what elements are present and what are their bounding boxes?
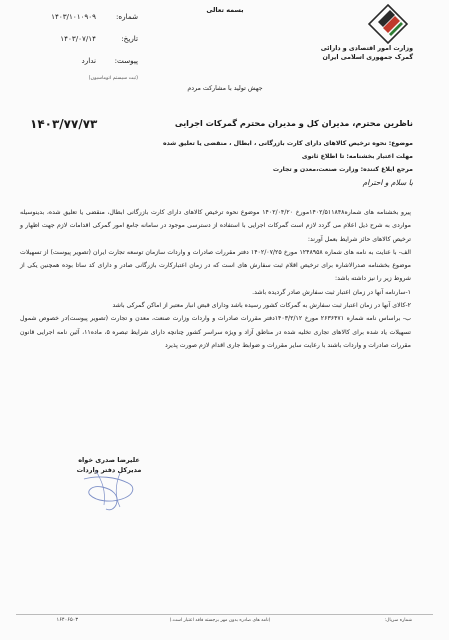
date-value: ۱۴۰۳/۰۷/۱۴ bbox=[60, 34, 96, 43]
serial-label: شماره سریال: bbox=[384, 618, 412, 623]
meta-date-row bbox=[18, 34, 138, 45]
signature-icon bbox=[76, 465, 146, 513]
subject-line: موضوع: نحوه ترخیص کالاهای دارای کارت بازرگانی ، ابطال ، منقضی یا تعلیق شده bbox=[162, 140, 413, 147]
org-line-2: گمرک جمهوری اسلامی ایران bbox=[322, 54, 413, 61]
meta-attachment-row bbox=[18, 56, 138, 67]
footer-note: (نامه های صادره بدون مهر برجسته فاقد اعتبار است.) bbox=[169, 618, 271, 623]
date-label: تاریخ: bbox=[121, 34, 138, 43]
greeting: با سلام و احترام bbox=[362, 178, 413, 187]
validity-line: مهلت اعتبار بخشنامه: تا اطلاع ثانوی bbox=[301, 153, 413, 160]
body-paragraph: ۱-سارنامه آنها در زمان اعتبار ثبت سفارش صادر گردیده باشد. bbox=[252, 288, 411, 296]
body-paragraph: ب- براساس نامه شماره ۲۶۳۶۴۷۱ مورخ ۱۴۰۳/۲/۱۲دفتر مقررات صادرات و واردات وزارت صنعت، معدن و تجارت (تصویر پیوست)در خصوص شمول تسهیلات یاد شده برای کالاهای تجاری تخلیه شده در مناطق آزاد و ویژه سراسر کشور چنانچه دارای شرایط تبصره ۵، ماده۱۱، آئین نامه اجرایی قانون مقررات صادرات و واردات باشند با رعایت سایر مقررات و ضوابط جاری اقدام لازم صورت پذیرد bbox=[20, 315, 411, 349]
letter-body bbox=[20, 206, 411, 352]
attachment-label: پیوست: bbox=[114, 56, 138, 65]
slogan: جهش تولید با مشارکت مردم bbox=[187, 85, 263, 92]
signatory-title: مدیرکل دفتر واردات bbox=[76, 465, 142, 474]
letter-number: ۱۴۰۳/۷۷/۷۳ bbox=[30, 117, 98, 131]
system-note: (ثبت سیستم اتوماسیون) bbox=[88, 76, 138, 81]
footer-serial bbox=[316, 618, 412, 623]
org-line-1: وزارت امور اقتصادی و دارائی bbox=[320, 45, 413, 52]
body-paragraph: ۲-کالای آنها در زمان اعتبار ثبت سفارش به گمرکات کشور رسیده باشد ودارای قبض انبار معتبر از اماکن گمرکی باشد bbox=[112, 302, 411, 310]
customs-logo-icon bbox=[368, 4, 408, 44]
letter-meta bbox=[18, 12, 138, 78]
addressee: ناظرین محترم، مدیران کل و مدیران محترم گمرکات اجرایی bbox=[174, 118, 413, 128]
subject-block bbox=[83, 137, 413, 176]
serial-value: ۱۶۴۰۶۵۰۳ bbox=[56, 617, 78, 623]
attachment-value: ندارد bbox=[81, 56, 96, 65]
issuer-line: مرجع ابلاغ کننده: وزارت صنعت،معدن و تجارت bbox=[272, 166, 413, 173]
body-paragraph: الف- با عنایت به نامه های شماره ۱۲۴۸۹۵۸ مورخ ۱۴۰۲/۰۷/۲۵ دفتر مقررات صادرات و واردات سازمان توسعه تجارت ایران (تصویر پیوست) از تسهیلات موضوع بخشنامه صدرالاشاره برای ترخیص اقلام ثبت سفارش های است که در زمان اعتبارکارت بازرگانی صادر و دارای کد ساتا بوده همچنین یکی از شروط زیر را نیز داشته باشد: bbox=[20, 248, 411, 283]
footer-divider bbox=[16, 614, 433, 615]
bismillah-heading: بسمه تعالی bbox=[206, 6, 244, 14]
number-value: ۱۴۰۳/۱۰۱۰۹۰۹ bbox=[51, 12, 96, 21]
body-paragraph: پیرو بخشنامه های شماره۱۴۰۲/۵۱۱۸۴۸مورخ ۱۴۰۲/۰۴/۲۰ موضوع نحوه ترخیص کالاهای دارای کارت بازرگانی ابطال، منقضی یا تعلیق شده، بدینوسیله مواردی به شرح ذیل اعلام می گردد لازم است گمرکات اجرایی با استفاده از دسترسی موجود در سامانه جامع امور گمرکی اقدامات لازم جهت اظهار و ترخیص کالاهای حائز شرایط بعمل آورند: bbox=[20, 209, 411, 243]
organization-name bbox=[303, 44, 413, 62]
number-label: شماره: bbox=[115, 12, 138, 21]
signatory-name: علیرضا صدری خواه bbox=[78, 456, 140, 464]
meta-number-row bbox=[18, 12, 138, 23]
